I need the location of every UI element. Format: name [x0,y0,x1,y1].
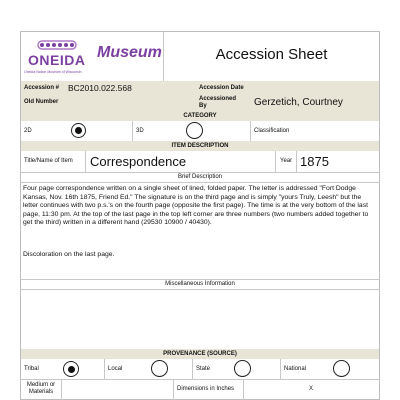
accession-date-label: Accession Date [199,85,244,91]
item-year-divider [296,151,297,172]
logo-tagline: Oneida Nation Museum of Wisconsin [24,70,82,74]
brief-description-note[interactable]: Discoloration on the last page. [23,251,115,258]
item-description-heading: ITEM DESCRIPTION [21,141,379,151]
radio-selected-dot-icon [75,127,82,134]
item-title-label: Title/Name of Item [24,158,73,164]
provenance-divider [104,359,105,379]
item-title-divider [85,151,86,172]
radio-selected-dot-icon [68,366,75,373]
row-divider [21,182,379,183]
row-divider [21,279,379,280]
accessioned-by-value[interactable]: Gerzetich, Courtney [254,97,343,108]
item-title-value[interactable]: Correspondence [90,154,187,169]
brief-description-label: Brief Description [177,174,222,180]
misc-info-label: Miscellaneous Information [165,281,235,287]
item-year-value[interactable]: 1875 [300,154,329,169]
item-year-label: Year [280,158,293,164]
row-divider [21,379,379,380]
museum-label: Museum [97,44,162,61]
medium-divider [61,379,62,400]
classification-label: Classification [254,128,290,134]
logo-wordmark: ONEIDA [28,52,86,68]
page-title: Accession Sheet [215,46,328,63]
old-number-label: Old Number [24,99,59,105]
category-heading: CATEGORY [21,111,379,121]
category-2d-label: 2D [24,128,32,134]
provenance-national-label: National [284,366,307,372]
provenance-tribal-radio[interactable] [63,361,79,377]
dimensions-divider [173,379,174,400]
provenance-local-radio[interactable] [151,360,168,377]
accession-number-label: Accession # [24,85,60,91]
provenance-state-radio[interactable] [234,360,251,377]
category-3d-label: 3D [136,128,144,134]
dimensions-separator: X [309,386,314,392]
provenance-local-label: Local [108,366,123,372]
provenance-divider [280,359,281,379]
dimensions-divider [243,379,244,400]
dimensions-label: Dimensions in Inches [177,386,235,392]
provenance-state-label: State [196,366,211,372]
provenance-tribal-label: Tribal [24,366,39,372]
category-3d-radio[interactable] [186,122,203,139]
provenance-national-radio[interactable] [333,360,350,377]
provenance-heading: PROVENANCE (SOURCE) [21,349,379,359]
accession-number-value[interactable]: BC2010.022.568 [68,83,132,93]
item-year-divider [275,151,276,172]
provenance-divider [192,359,193,379]
medium-materials-label: Medium or Materials [26,382,56,395]
category-2d-radio[interactable] [71,123,86,138]
brief-description-text[interactable]: Four page correspondence written on a single sheet of lined, folded paper. The letter is addressed "Fort Dodge Kansas, Nov. 16th 1875, Friend Ed." The signature is on the third page and is simply "yours Truly, Leesh" but the letter continues with two p.s.'s on the fourth page (opposite the first page). The time is at the very bottom of the last page, 11:30 pm. At the top of the last page in the top left corner are three numbers (two numbers added together to get the third) written in a different hand (29530 10900 / 40430). [23,185,369,227]
row-divider [21,172,379,173]
category-divider [132,121,133,141]
accessioned-by-label: Accessioned By [199,96,237,109]
row-divider [21,289,379,290]
category-divider [250,121,251,141]
